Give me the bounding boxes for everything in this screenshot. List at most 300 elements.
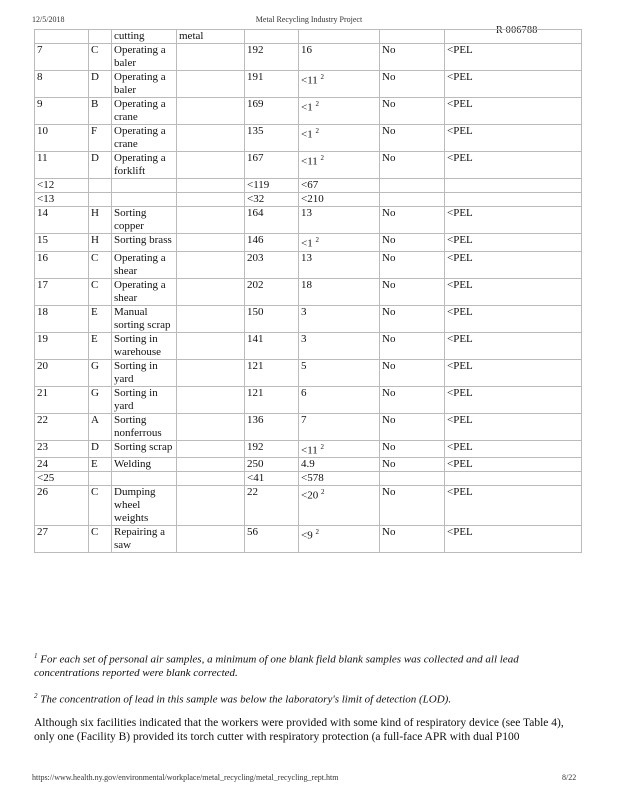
table-cell (445, 413, 582, 440)
cell-text: 19 (37, 332, 48, 345)
cell-text: 141 (247, 332, 264, 345)
cell-text: <9 (301, 529, 313, 542)
cell-text: <PEL (447, 125, 473, 137)
table-cell (112, 458, 177, 472)
page-title: Metal Recycling Industry Project (255, 15, 363, 24)
table-cell (35, 30, 89, 44)
footnote-ref: 2 (315, 127, 319, 135)
cell-text: Operating a shear (114, 251, 166, 277)
table-cell (445, 44, 582, 71)
cell-text: 22 (37, 413, 48, 426)
cell-text: <PEL (447, 413, 473, 426)
cell-text: 23 (37, 440, 48, 453)
cell-text: <PEL (447, 486, 473, 499)
table-cell (445, 359, 582, 386)
source-url[interactable]: https://www.health.ny.gov/environmental/workplace/metal_recycling/metal_recycling_rept.htm (32, 773, 339, 782)
cell-text: <PEL (447, 440, 473, 453)
body-paragraph: Although six facilities indicated that the workers were provided with some kind of respiratory device (see Table 4), only one (Facility B) provided its torch cutter with respiratory protection (a full-face APR with dual P100 (34, 717, 564, 743)
table-cell (380, 526, 445, 553)
cell-text: 7 (301, 413, 307, 426)
table-row (35, 234, 582, 252)
cell-text: E (91, 305, 98, 318)
footnote-ref: 2 (320, 154, 325, 162)
cell-text: 20 (37, 359, 48, 372)
table-cell (112, 207, 177, 234)
table-cell (380, 386, 445, 413)
cell-text: D (91, 440, 99, 453)
table-cell (245, 234, 299, 252)
cell-text: <PEL (447, 278, 473, 291)
table-row (35, 278, 582, 305)
cell-text: 14 (37, 207, 48, 219)
table-cell (112, 30, 177, 44)
table-row (35, 386, 582, 413)
cell-text: <25 (37, 472, 55, 485)
cell-text: <PEL (447, 207, 473, 219)
table-cell (177, 305, 245, 332)
table-cell (245, 44, 299, 71)
table-cell (89, 413, 112, 440)
footnote-ref: 2 (315, 100, 319, 108)
table-cell (35, 71, 89, 98)
table-cell (177, 472, 245, 486)
cell-text: 192 (247, 44, 264, 56)
table-cell (177, 458, 245, 472)
cell-text: <PEL (447, 305, 473, 318)
cell-text: No (382, 125, 396, 137)
table-cell (445, 193, 582, 207)
table-cell (35, 98, 89, 125)
table-cell (35, 332, 89, 359)
cell-text: Sorting in yard (114, 359, 158, 385)
table-cell (35, 359, 89, 386)
cell-text: Operating a crane (114, 98, 166, 123)
cell-text: Sorting in yard (114, 386, 158, 412)
cell-text: Sorting brass (114, 234, 172, 246)
cell-text: 18 (301, 278, 312, 291)
table-row (35, 30, 582, 44)
table-row (35, 486, 582, 526)
table-cell (35, 125, 89, 152)
cell-text: 136 (247, 413, 264, 426)
table-cell (299, 251, 380, 278)
cell-text: 167 (247, 152, 264, 164)
cell-text: <PEL (447, 458, 473, 471)
table-cell (445, 332, 582, 359)
table-cell (380, 305, 445, 332)
print-date: 12/5/2018 (32, 15, 65, 24)
table-cell (35, 305, 89, 332)
cell-text: <32 (247, 193, 265, 205)
table-row (35, 440, 582, 458)
table-cell (380, 332, 445, 359)
table-row (35, 458, 582, 472)
table-cell (112, 305, 177, 332)
table-cell (445, 125, 582, 152)
cell-text: 13 (301, 207, 312, 219)
cell-text: <PEL (447, 98, 473, 110)
table-cell (380, 179, 445, 193)
table-cell (445, 278, 582, 305)
cell-text: Repairing a saw (114, 526, 166, 552)
table-cell (177, 440, 245, 458)
cell-text: 121 (247, 359, 264, 372)
table-cell (177, 152, 245, 179)
cell-text: 203 (247, 251, 264, 264)
table-cell (380, 207, 445, 234)
table-cell (89, 359, 112, 386)
table-cell (112, 413, 177, 440)
cell-text: 13 (301, 251, 312, 264)
footnote-ref: 2 (320, 73, 325, 81)
cell-text: 9 (37, 98, 43, 110)
cell-text: 4.9 (301, 458, 315, 471)
table-cell (35, 179, 89, 193)
table-cell (177, 413, 245, 440)
table-cell (445, 207, 582, 234)
table-cell (112, 359, 177, 386)
table-cell (35, 472, 89, 486)
cell-text: No (382, 278, 396, 291)
table-cell (445, 98, 582, 125)
cell-text: <67 (301, 179, 319, 191)
cell-text: Dumping wheel weights (114, 486, 156, 525)
cell-text: <PEL (447, 234, 473, 246)
table-cell (35, 440, 89, 458)
cell-text: <20 (301, 489, 319, 502)
cell-text: B (91, 98, 99, 110)
footnote-1 (34, 650, 582, 680)
cell-text: <PEL (447, 359, 473, 372)
table-row (35, 413, 582, 440)
table-cell (380, 440, 445, 458)
table-cell (177, 251, 245, 278)
table-cell (177, 332, 245, 359)
table-cell (380, 472, 445, 486)
page-number: 8/22 (562, 773, 577, 782)
footnote-ref: 2 (315, 528, 319, 537)
table-cell (112, 472, 177, 486)
cell-text: No (382, 458, 396, 471)
table-cell (380, 125, 445, 152)
table-cell (299, 413, 380, 440)
table-cell (112, 125, 177, 152)
table-cell (89, 440, 112, 458)
cell-text: C (91, 278, 99, 291)
cell-text: 146 (247, 234, 264, 246)
cell-text: 191 (247, 71, 264, 83)
table-cell (245, 526, 299, 553)
table-row (35, 44, 582, 71)
cell-text: 3 (301, 332, 307, 345)
cell-text: 21 (37, 386, 48, 399)
table-cell (445, 486, 582, 526)
cell-text: E (91, 332, 98, 345)
table-row (35, 193, 582, 207)
table-cell (299, 278, 380, 305)
table-cell (177, 193, 245, 207)
cell-text: No (382, 152, 396, 164)
table-cell (89, 526, 112, 553)
table-cell (177, 71, 245, 98)
table-cell (112, 386, 177, 413)
table-cell (112, 251, 177, 278)
table-cell (89, 472, 112, 486)
cell-text: No (382, 234, 396, 246)
table-cell (112, 179, 177, 193)
table-cell (445, 440, 582, 458)
table-cell (89, 125, 112, 152)
cell-text: A (91, 413, 99, 426)
cell-text: No (382, 526, 396, 539)
cell-text: 24 (37, 458, 48, 471)
table-cell (245, 472, 299, 486)
table-row (35, 359, 582, 386)
table-cell (445, 526, 582, 553)
cell-text: 11 (37, 152, 48, 164)
table-cell (245, 440, 299, 458)
table-cell (245, 30, 299, 44)
table-cell (35, 486, 89, 526)
cell-text: H (91, 234, 99, 246)
table-cell (299, 440, 380, 458)
table-cell (245, 458, 299, 472)
table-cell (445, 30, 582, 44)
cell-text: 164 (247, 207, 264, 219)
cell-text: <13 (37, 193, 55, 205)
cell-text: No (382, 71, 396, 83)
table-cell (380, 251, 445, 278)
table-cell (35, 251, 89, 278)
cell-text: <PEL (447, 332, 473, 345)
footnote-ref: 2 (320, 488, 325, 497)
cell-text: 6 (301, 386, 307, 399)
table-cell (89, 207, 112, 234)
table-row (35, 332, 582, 359)
table-cell (445, 152, 582, 179)
footnote-mark: 2 (34, 692, 38, 700)
table-cell (177, 234, 245, 252)
cell-text: <PEL (447, 386, 473, 399)
table-cell (299, 207, 380, 234)
footnote-2 (34, 690, 582, 707)
table-cell (299, 71, 380, 98)
cell-text: 5 (301, 359, 307, 372)
table-cell (245, 98, 299, 125)
cell-text: 202 (247, 278, 264, 291)
table-row (35, 152, 582, 179)
cell-text: 192 (247, 440, 264, 453)
table-cell (89, 71, 112, 98)
cell-text: Operating a baler (114, 44, 166, 69)
cell-text: 17 (37, 278, 48, 291)
cell-text: No (382, 359, 396, 372)
cell-text: F (91, 125, 98, 137)
table-cell (89, 193, 112, 207)
table-row (35, 251, 582, 278)
cell-text: G (91, 386, 99, 399)
table-cell (89, 278, 112, 305)
table-cell (445, 179, 582, 193)
cell-text: No (382, 251, 396, 264)
table-cell (177, 526, 245, 553)
table-cell (380, 30, 445, 44)
table-cell (299, 234, 380, 252)
cell-text: 3 (301, 305, 307, 318)
cell-text: <PEL (447, 251, 473, 264)
table-row (35, 179, 582, 193)
table-cell (177, 207, 245, 234)
cell-text: 169 (247, 98, 264, 110)
table-cell (89, 386, 112, 413)
table-cell (299, 44, 380, 71)
table-cell (35, 152, 89, 179)
table-cell (245, 179, 299, 193)
table-cell (112, 71, 177, 98)
table-cell (445, 386, 582, 413)
cell-text: E (91, 458, 98, 471)
table-cell (177, 179, 245, 193)
cell-text: 250 (247, 458, 264, 471)
table-cell (89, 305, 112, 332)
cell-text: 8 (37, 71, 43, 83)
cell-text: Operating a shear (114, 278, 166, 304)
table-cell (299, 486, 380, 526)
table-cell (299, 125, 380, 152)
cell-text: metal (179, 30, 204, 42)
cell-text: Sorting in warehouse (114, 332, 162, 358)
table-cell (380, 152, 445, 179)
table-cell (245, 413, 299, 440)
table-row (35, 98, 582, 125)
cell-text: <11 (301, 155, 318, 168)
table-cell (89, 179, 112, 193)
table-cell (89, 30, 112, 44)
table-cell (35, 458, 89, 472)
cell-text: <41 (247, 472, 265, 485)
cell-text: C (91, 526, 99, 539)
table-cell (299, 152, 380, 179)
cell-text: Operating a baler (114, 71, 166, 96)
table-cell (245, 305, 299, 332)
cell-text: No (382, 332, 396, 345)
table-cell (177, 359, 245, 386)
table-cell (177, 278, 245, 305)
table-cell (380, 413, 445, 440)
table-cell (112, 44, 177, 71)
cell-text: Operating a crane (114, 125, 166, 150)
table-cell (112, 193, 177, 207)
cell-text: C (91, 486, 99, 499)
table-cell (299, 193, 380, 207)
footnote-mark: 1 (34, 652, 38, 660)
table-cell (380, 278, 445, 305)
table-cell (177, 386, 245, 413)
cell-text: 16 (37, 251, 48, 264)
cell-text: Manual sorting scrap (114, 305, 171, 331)
table-cell (245, 278, 299, 305)
cell-text: No (382, 98, 396, 110)
cell-text: Sorting copper (114, 207, 147, 232)
table-cell (380, 234, 445, 252)
table-cell (445, 305, 582, 332)
table-cell (177, 30, 245, 44)
table-cell (35, 234, 89, 252)
cell-text: Sorting nonferrous (114, 413, 162, 439)
table-cell (35, 193, 89, 207)
table-cell (299, 98, 380, 125)
footnote-text: The concentration of lead in this sample was below the laboratory's limit of detection (LOD). (40, 693, 452, 706)
table-cell (245, 386, 299, 413)
table-cell (380, 193, 445, 207)
table-cell (380, 44, 445, 71)
table-cell (445, 458, 582, 472)
cell-text: 27 (37, 526, 48, 539)
footnote-text: For each set of personal air samples, a minimum of one blank field blank samples was collected and all lead concentrations reported were blank corrected. (34, 653, 519, 679)
table-cell (299, 472, 380, 486)
cell-text: <12 (37, 179, 55, 191)
cell-text: <PEL (447, 71, 473, 83)
cell-text: G (91, 359, 99, 372)
table-cell (112, 440, 177, 458)
cell-text: 135 (247, 125, 264, 137)
cell-text: 56 (247, 526, 258, 539)
footnote-ref: 2 (315, 236, 319, 244)
table-cell (245, 207, 299, 234)
cell-text: No (382, 386, 396, 399)
table-cell (35, 207, 89, 234)
table-cell (112, 98, 177, 125)
table-cell (299, 458, 380, 472)
cell-text: <1 (301, 101, 313, 114)
table-cell (445, 251, 582, 278)
cell-text: <578 (301, 472, 324, 485)
table-cell (112, 152, 177, 179)
table-cell (245, 193, 299, 207)
table-cell (445, 234, 582, 252)
table-cell (177, 486, 245, 526)
table-cell (112, 234, 177, 252)
table-cell (89, 98, 112, 125)
cell-text: C (91, 251, 99, 264)
table-cell (177, 125, 245, 152)
table-cell (89, 44, 112, 71)
table-cell (35, 413, 89, 440)
table-cell (245, 71, 299, 98)
cell-text: No (382, 413, 396, 426)
table-cell (299, 359, 380, 386)
cell-text: 16 (301, 44, 312, 56)
cell-text: No (382, 486, 396, 499)
table-cell (177, 98, 245, 125)
table-cell (445, 472, 582, 486)
table-cell (380, 458, 445, 472)
cell-text: 150 (247, 305, 264, 318)
table-cell (89, 332, 112, 359)
table-row (35, 125, 582, 152)
table-cell (35, 44, 89, 71)
table-cell (299, 526, 380, 553)
table-cell (112, 278, 177, 305)
cell-text: H (91, 207, 99, 219)
table-cell (445, 71, 582, 98)
cell-text: <11 (301, 74, 318, 87)
cell-text: <PEL (447, 44, 473, 56)
cell-text: <210 (301, 193, 324, 205)
table-cell (89, 458, 112, 472)
table-row (35, 472, 582, 486)
exposure-table (34, 29, 582, 553)
